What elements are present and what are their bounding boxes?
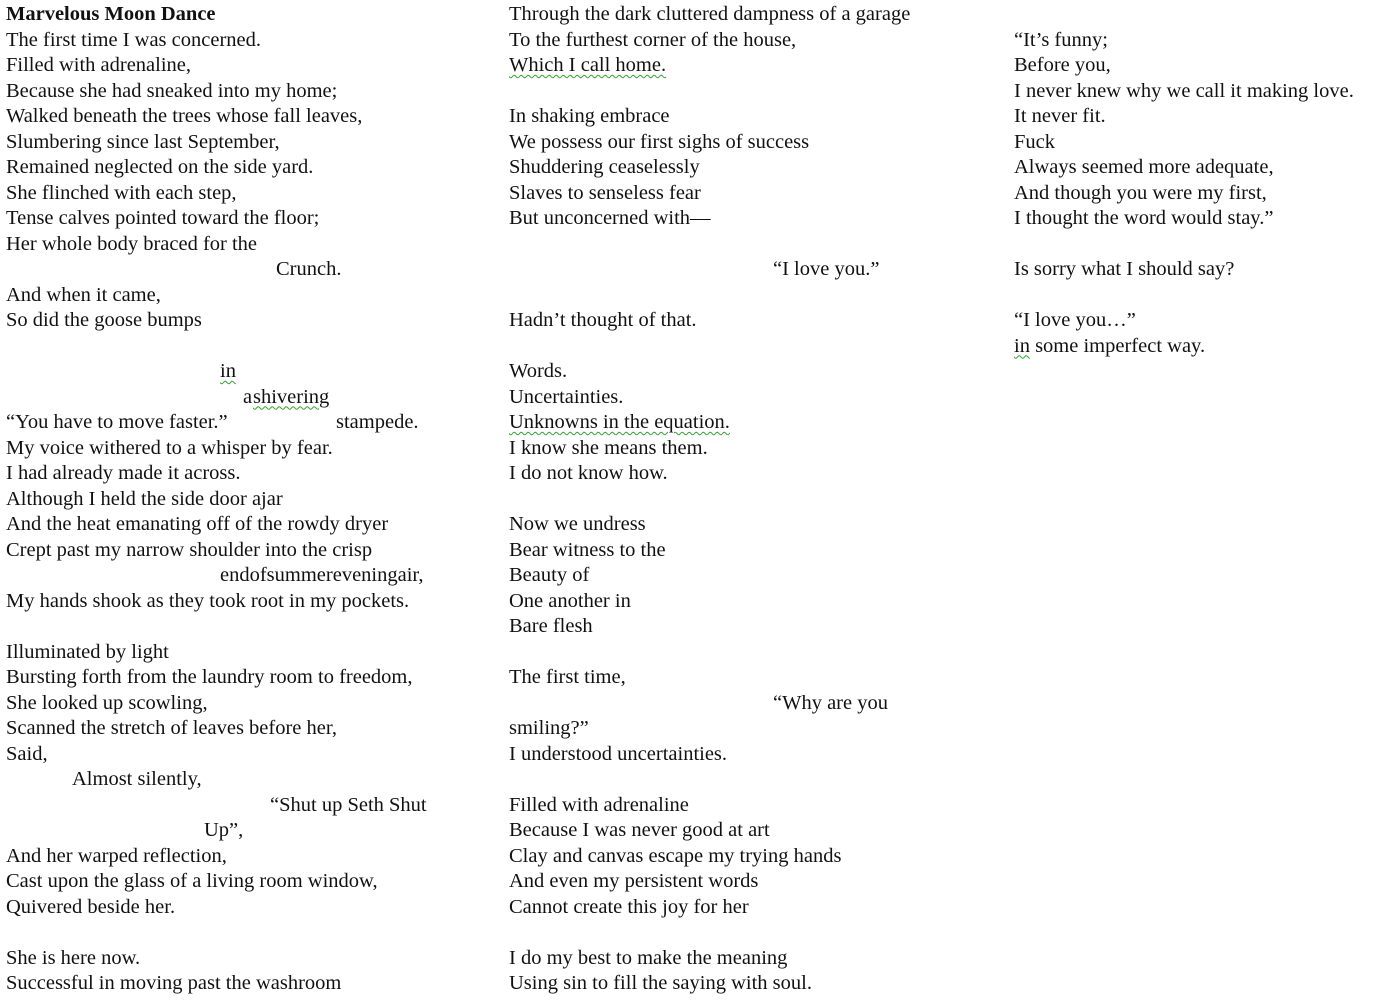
poem-line: Because she had sneaked into my home; (6, 79, 338, 102)
stanza-break (6, 614, 486, 640)
poem-line: And when it came, (6, 283, 161, 306)
poem-column-2 (509, 2, 989, 997)
poem-word: “Shut up Seth Shut (270, 793, 427, 816)
poem-line: Illuminated by light (6, 640, 169, 663)
poem-word: Almost silently, (72, 768, 202, 790)
poem-line: Shuddering ceaselessly (509, 156, 700, 178)
stanza-break (1014, 283, 1400, 309)
poem-line: And her warped reflection, (6, 844, 227, 867)
poem-line: I understood uncertainties. (509, 742, 728, 765)
poem-line: Said, (6, 742, 48, 765)
poem-line: Cannot create this joy for her (509, 895, 749, 918)
poem-line (509, 410, 989, 436)
poem-word: a (243, 385, 253, 408)
poem-words: some imperfect way. (1035, 334, 1206, 357)
poem-line: And even my persistent words (509, 870, 759, 892)
poem-line: Crept past my narrow shoulder into the crisp (6, 538, 373, 561)
spellcheck-word: shivering (253, 385, 330, 408)
spellcheck-word: in (1014, 334, 1030, 357)
poem-line: Remained neglected on the side yard. (6, 156, 314, 178)
poem-line: Uncertainties. (509, 385, 624, 408)
poem-column-3 (1014, 28, 1400, 360)
poem-line: Her whole body braced for the (6, 232, 258, 255)
poem-line: Scanned the stretch of leaves before her, (6, 717, 338, 739)
poem-title: Marvelous Moon Dance (6, 3, 216, 25)
stanza-break (509, 487, 989, 513)
poem-line: I had already made it across. (6, 462, 241, 484)
poem-line: Words. (509, 360, 568, 382)
poem-line-indented (6, 767, 486, 793)
poem-word: stampede. (336, 411, 419, 433)
poem-line (1014, 334, 1400, 360)
poem-line: Filled with adrenaline, (6, 54, 192, 76)
poem-line: I never knew why we call it making love. (1014, 79, 1354, 102)
poem-line: Slaves to senseless fear (509, 181, 701, 204)
poem-line: “I love you…” (1014, 309, 1136, 331)
poem-line: “You have to move faster.” (6, 411, 228, 433)
poem-line: Tense calves pointed toward the floor; (6, 207, 320, 229)
poem-line: And the heat emanating off of the rowdy dryer (6, 513, 389, 535)
poem-line: Beauty of (509, 564, 590, 586)
poem-word: “I love you.” (773, 258, 880, 280)
poem-line: Quivered beside her. (6, 895, 176, 918)
poem-line: And though you were my first, (1014, 181, 1267, 204)
poem-line: To the furthest corner of the house, (509, 28, 797, 51)
poem-word: “Why are you (773, 691, 888, 714)
poem-line: Filled with adrenaline (509, 793, 689, 816)
poem-line: I thought the word would stay.” (1014, 207, 1274, 229)
poem-line: The first time I was concerned. (6, 28, 262, 51)
poem-line: Cast upon the glass of a living room window, (6, 870, 378, 892)
poem-word: Crunch. (276, 258, 342, 280)
poem-line-indented (6, 257, 486, 283)
poem-line: Slumbering since last September, (6, 130, 280, 153)
stanza-break (509, 767, 989, 793)
poem-line: I know she means them. (509, 436, 708, 459)
poem-line-indented (6, 793, 486, 819)
poem-line: In shaking embrace (509, 105, 670, 127)
poem-line: Successful in moving past the washroom (6, 972, 342, 994)
poem-line: My hands shook as they took root in my pockets. (6, 589, 410, 612)
poem-line: But unconcerned with— (509, 207, 711, 229)
poem-line: She flinched with each step, (6, 181, 237, 204)
poem-line: So did the goose bumps (6, 309, 202, 331)
poem-line-indented (6, 563, 486, 589)
stanza-break (509, 640, 989, 666)
poem-line: The first time, (509, 666, 626, 688)
poem-line: Clay and canvas escape my trying hands (509, 844, 842, 867)
poem-line: smiling?” (509, 717, 589, 739)
poem-line: “It’s funny; (1014, 28, 1108, 51)
poem-line-indented (509, 257, 989, 283)
poem-line: She looked up scowling, (6, 691, 208, 714)
poem-line: I do my best to make the meaning (509, 946, 788, 969)
poem-word: endofsummereveningair, (220, 564, 424, 586)
spellcheck-phrase: Which I call home. (509, 54, 667, 76)
stanza-break (509, 79, 989, 105)
spellcheck-word: in (220, 360, 236, 382)
poem-line: One another in (509, 589, 631, 612)
poem-line: It never fit. (1014, 105, 1106, 127)
stanza-break (6, 920, 486, 946)
spellcheck-phrase: Unknowns in the equation. (509, 411, 730, 433)
poem-line: Through the dark cluttered dampness of a garage (509, 3, 911, 25)
poem-line: Before you, (1014, 54, 1111, 76)
poem-line: Bursting forth from the laundry room to freedom, (6, 666, 413, 688)
stanza-break (1014, 232, 1400, 258)
poem-line: Bear witness to the (509, 538, 666, 561)
poem-line: Fuck (1014, 130, 1055, 153)
poem-line: I do not know how. (509, 462, 668, 484)
poem-line: She is here now. (6, 946, 141, 969)
stanza-break (509, 920, 989, 946)
stanza-break (509, 334, 989, 360)
poem-line-indented (509, 691, 989, 717)
poem-word: Up”, (204, 819, 244, 841)
poem-line-scattered (6, 359, 486, 408)
poem-column-1 (6, 2, 486, 997)
poem-line: Always seemed more adequate, (1014, 156, 1274, 178)
poem-line: Using sin to fill the saying with soul. (509, 972, 812, 994)
poem-line: Now we undress (509, 513, 646, 535)
poem-line: Walked beneath the trees whose fall leaves, (6, 105, 363, 127)
poem-line: Although I held the side door ajar (6, 487, 283, 510)
poem-line: Is sorry what I should say? (1014, 258, 1235, 280)
poem-line: Bare flesh (509, 615, 593, 637)
poem-line: We possess our first sighs of success (509, 130, 810, 153)
poem-line-indented (6, 818, 486, 844)
poem-line (509, 53, 989, 79)
stanza-break (509, 232, 989, 258)
poem-line: Because I was never good at art (509, 819, 770, 841)
poem-line: Hadn’t thought of that. (509, 309, 697, 331)
stanza-break (509, 283, 989, 309)
poem-line: My voice withered to a whisper by fear. (6, 436, 333, 459)
